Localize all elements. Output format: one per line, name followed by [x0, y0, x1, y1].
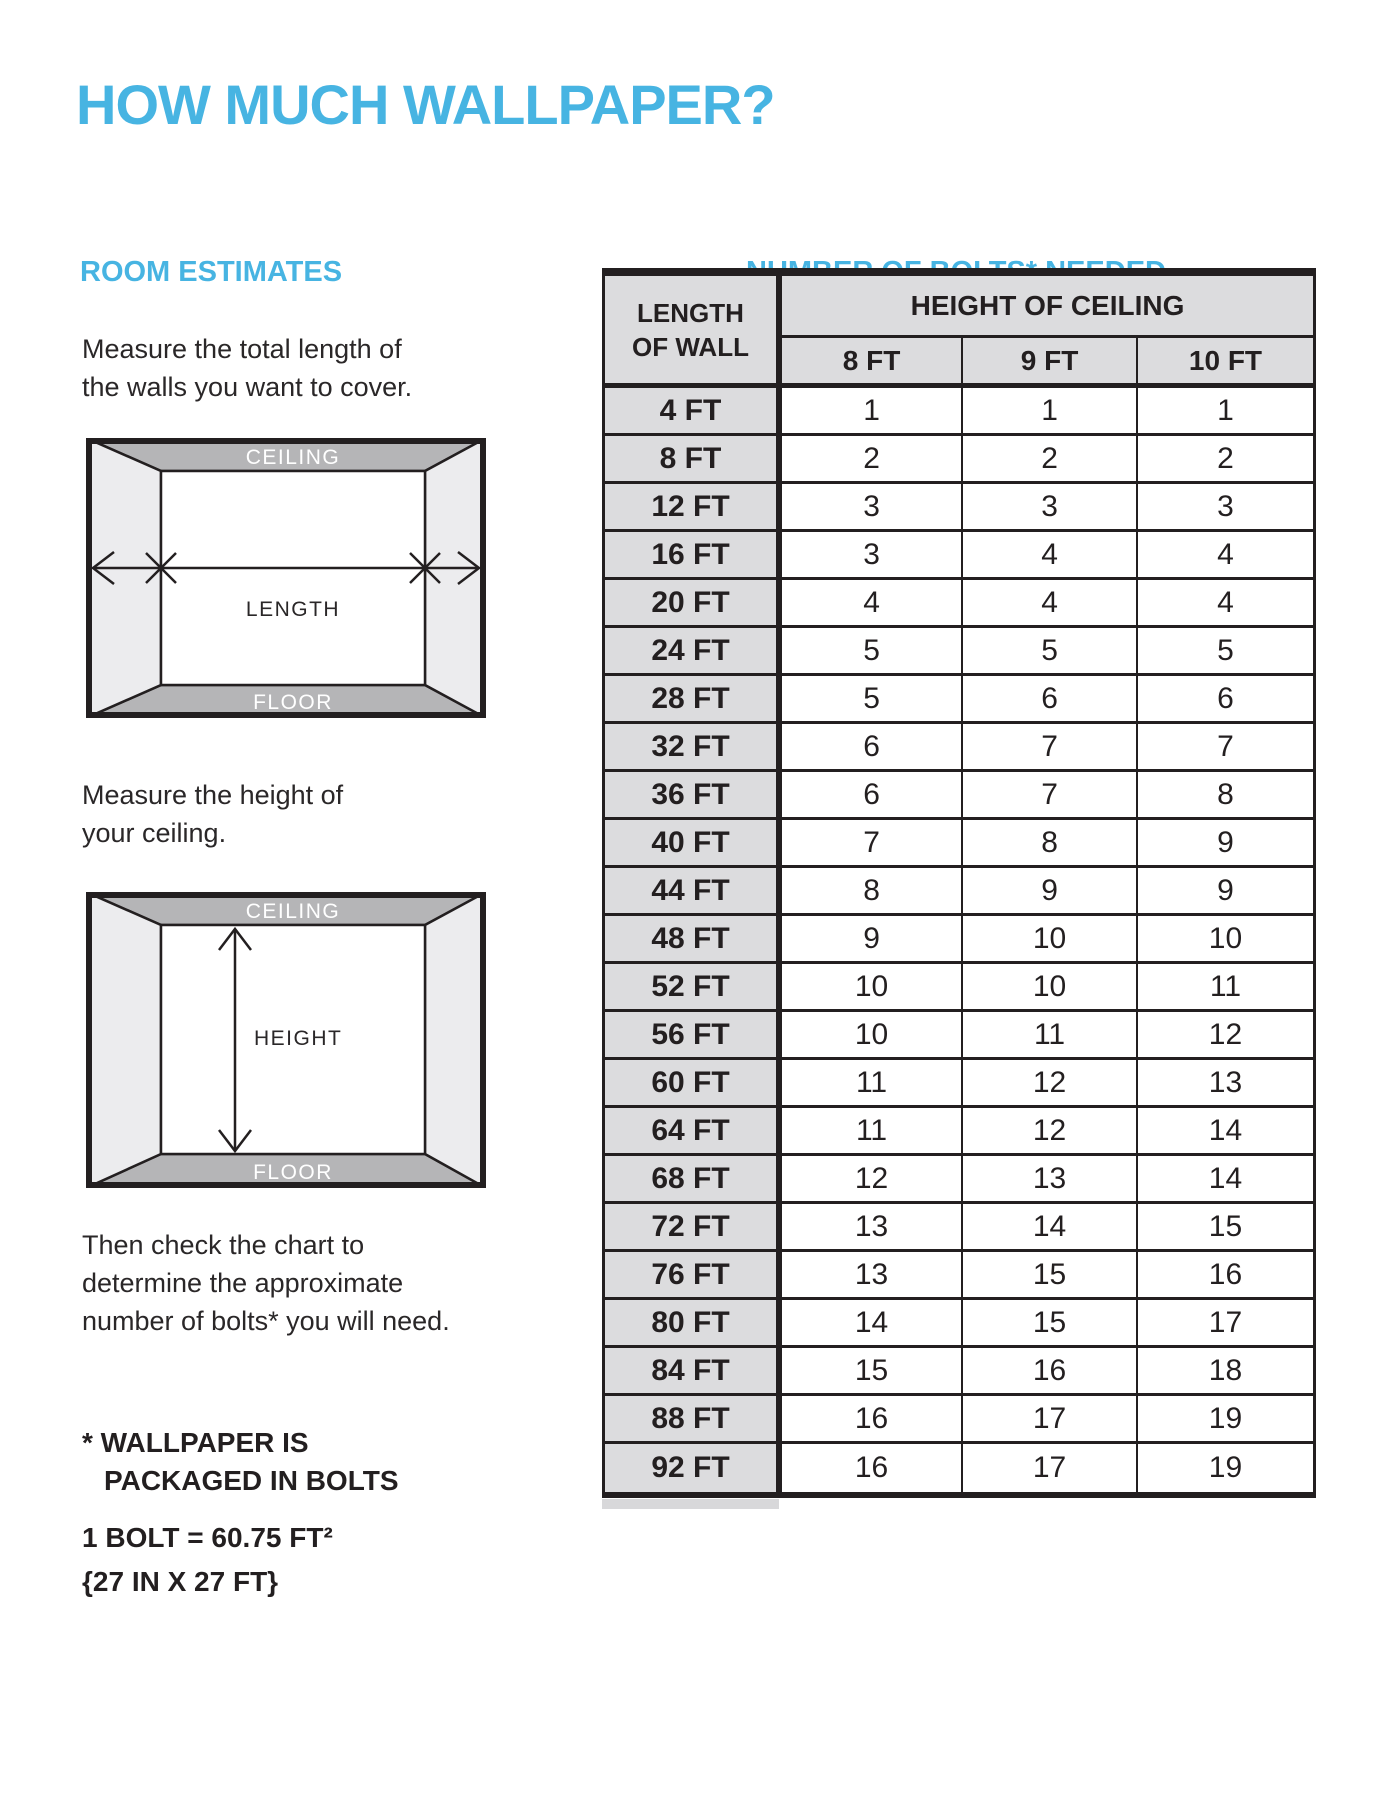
bolt-count-cell: 17: [961, 1444, 1136, 1492]
wall-length-cell: 12 FT: [605, 484, 782, 532]
bolt-count-cell: 5: [961, 628, 1136, 676]
bolt-count-cell: 7: [1136, 724, 1313, 772]
bolt-count-cell: 9: [782, 916, 961, 964]
bolt-count-cell: 17: [961, 1396, 1136, 1444]
wall-length-cell: 92 FT: [605, 1444, 782, 1492]
bolt-count-cell: 12: [961, 1108, 1136, 1156]
header-line: OF WALL: [632, 331, 749, 362]
bolt-count-cell: 8: [961, 820, 1136, 868]
bolt-count-cell: 19: [1136, 1444, 1313, 1492]
bolt-count-cell: 12: [961, 1060, 1136, 1108]
bolt-count-cell: 10: [782, 964, 961, 1012]
bolt-count-cell: 4: [961, 580, 1136, 628]
bolt-count-cell: 3: [961, 484, 1136, 532]
bolt-count-cell: 2: [961, 436, 1136, 484]
right-wall: [425, 892, 486, 1188]
column-header-8ft: 8 FT: [782, 338, 961, 388]
wall-length-cell: 24 FT: [605, 628, 782, 676]
bolt-count-cell: 7: [782, 820, 961, 868]
bolt-count-cell: 1: [782, 388, 961, 436]
wallpaper-bolts-footnote: [82, 1424, 399, 1500]
bolt-count-cell: 10: [782, 1012, 961, 1060]
instruction-paragraph-chart: [82, 1226, 450, 1340]
wall-length-cell: 44 FT: [605, 868, 782, 916]
bolt-count-cell: 5: [1136, 628, 1313, 676]
bolt-count-cell: 9: [961, 868, 1136, 916]
bolt-count-cell: 14: [1136, 1156, 1313, 1204]
bolt-count-cell: 13: [782, 1252, 961, 1300]
bolt-count-cell: 8: [1136, 772, 1313, 820]
footnote-line: * WALLPAPER IS: [82, 1427, 309, 1458]
bolt-count-cell: 15: [1136, 1204, 1313, 1252]
bolt-count-cell: 16: [1136, 1252, 1313, 1300]
bolt-count-cell: 16: [961, 1348, 1136, 1396]
paragraph-line: the walls you want to cover.: [82, 372, 413, 402]
bolts-table: [602, 268, 1316, 1498]
header-line: LENGTH: [637, 297, 744, 328]
bolt-count-cell: 8: [782, 868, 961, 916]
bolt-count-cell: 10: [961, 964, 1136, 1012]
bolt-count-cell: 2: [1136, 436, 1313, 484]
bolt-count-cell: 15: [961, 1252, 1136, 1300]
page-title: HOW MUCH WALLPAPER?: [76, 73, 775, 136]
column-header-10ft: 10 FT: [1136, 338, 1313, 388]
bolt-count-cell: 14: [1136, 1108, 1313, 1156]
wall-length-cell: 8 FT: [605, 436, 782, 484]
floor-label: FLOOR: [253, 691, 333, 714]
paragraph-line: Then check the chart to: [82, 1230, 365, 1260]
room-diagram-height: [86, 892, 486, 1188]
wall-length-cell: 84 FT: [605, 1348, 782, 1396]
wall-length-cell: 72 FT: [605, 1204, 782, 1252]
height-of-ceiling-header: HEIGHT OF CEILING: [782, 276, 1313, 338]
bolt-count-cell: 1: [1136, 388, 1313, 436]
bolt-count-cell: 9: [1136, 820, 1313, 868]
bolt-count-cell: 3: [782, 484, 961, 532]
bolt-count-cell: 4: [1136, 580, 1313, 628]
paragraph-line: Measure the total length of: [82, 334, 402, 364]
floor-label: FLOOR: [253, 1161, 333, 1184]
length-of-wall-header: [605, 276, 782, 388]
room-estimates-heading: ROOM ESTIMATES: [80, 256, 343, 288]
wall-length-cell: 52 FT: [605, 964, 782, 1012]
bolt-count-cell: 6: [782, 772, 961, 820]
paragraph-line: determine the approximate: [82, 1268, 404, 1298]
bolt-count-cell: 6: [1136, 676, 1313, 724]
bolt-count-cell: 1: [961, 388, 1136, 436]
wall-length-cell: 68 FT: [605, 1156, 782, 1204]
bolt-count-cell: 10: [1136, 916, 1313, 964]
bolt-count-cell: 14: [782, 1300, 961, 1348]
wall-length-cell: 4 FT: [605, 388, 782, 436]
bolt-count-cell: 11: [1136, 964, 1313, 1012]
bolt-eq-line: {27 IN X 27 FT}: [82, 1566, 279, 1597]
bolt-count-cell: 10: [961, 916, 1136, 964]
wall-length-cell: 60 FT: [605, 1060, 782, 1108]
wall-length-cell: 20 FT: [605, 580, 782, 628]
back-wall: [161, 471, 425, 685]
wall-length-cell: 76 FT: [605, 1252, 782, 1300]
bolt-count-cell: 3: [1136, 484, 1313, 532]
room-diagram-length: [86, 438, 486, 718]
bolt-count-cell: 11: [782, 1060, 961, 1108]
instruction-paragraph-height: [82, 776, 343, 852]
bolt-count-cell: 6: [961, 676, 1136, 724]
paragraph-line: Measure the height of: [82, 780, 344, 810]
wall-length-cell: 40 FT: [605, 820, 782, 868]
bolt-count-cell: 4: [961, 532, 1136, 580]
bolt-count-cell: 17: [1136, 1300, 1313, 1348]
bolt-count-cell: 12: [1136, 1012, 1313, 1060]
bolt-count-cell: 2: [782, 436, 961, 484]
bolt-count-cell: 18: [1136, 1348, 1313, 1396]
bolt-count-cell: 12: [782, 1156, 961, 1204]
wall-length-cell: 32 FT: [605, 724, 782, 772]
wall-length-cell: 64 FT: [605, 1108, 782, 1156]
bolt-equivalence-note: [82, 1516, 333, 1604]
bolt-eq-line: 1 BOLT = 60.75 FT²: [82, 1522, 333, 1553]
bolt-count-cell: 11: [961, 1012, 1136, 1060]
bolt-count-cell: 15: [782, 1348, 961, 1396]
bolt-count-cell: 7: [961, 772, 1136, 820]
wall-length-cell: 56 FT: [605, 1012, 782, 1060]
wall-length-cell: 16 FT: [605, 532, 782, 580]
ceiling-label: CEILING: [245, 900, 341, 923]
bolt-count-cell: 13: [1136, 1060, 1313, 1108]
bolt-count-cell: 4: [1136, 532, 1313, 580]
table-shadow-strip: [602, 1499, 779, 1509]
wall-length-cell: 88 FT: [605, 1396, 782, 1444]
paragraph-line: your ceiling.: [82, 818, 227, 848]
bolt-count-cell: 3: [782, 532, 961, 580]
bolt-count-cell: 5: [782, 676, 961, 724]
bolt-count-cell: 4: [782, 580, 961, 628]
left-wall: [86, 892, 161, 1188]
bolt-count-cell: 14: [961, 1204, 1136, 1252]
instruction-paragraph-length: [82, 330, 412, 406]
bolt-count-cell: 9: [1136, 868, 1313, 916]
height-label: HEIGHT: [254, 1027, 343, 1050]
wall-length-cell: 48 FT: [605, 916, 782, 964]
bolt-count-cell: 16: [782, 1444, 961, 1492]
wall-length-cell: 36 FT: [605, 772, 782, 820]
bolt-count-cell: 5: [782, 628, 961, 676]
bolt-count-cell: 15: [961, 1300, 1136, 1348]
bolt-count-cell: 16: [782, 1396, 961, 1444]
wall-length-cell: 28 FT: [605, 676, 782, 724]
bolt-count-cell: 7: [961, 724, 1136, 772]
paragraph-line: number of bolts* you will need.: [82, 1306, 450, 1336]
bolt-count-cell: 11: [782, 1108, 961, 1156]
length-label: LENGTH: [245, 598, 341, 621]
bolt-count-cell: 13: [961, 1156, 1136, 1204]
bolt-count-cell: 19: [1136, 1396, 1313, 1444]
bolt-count-cell: 13: [782, 1204, 961, 1252]
column-header-9ft: 9 FT: [961, 338, 1136, 388]
footnote-line: PACKAGED IN BOLTS: [104, 1465, 399, 1496]
ceiling-label: CEILING: [245, 446, 341, 469]
bolt-count-cell: 6: [782, 724, 961, 772]
wall-length-cell: 80 FT: [605, 1300, 782, 1348]
